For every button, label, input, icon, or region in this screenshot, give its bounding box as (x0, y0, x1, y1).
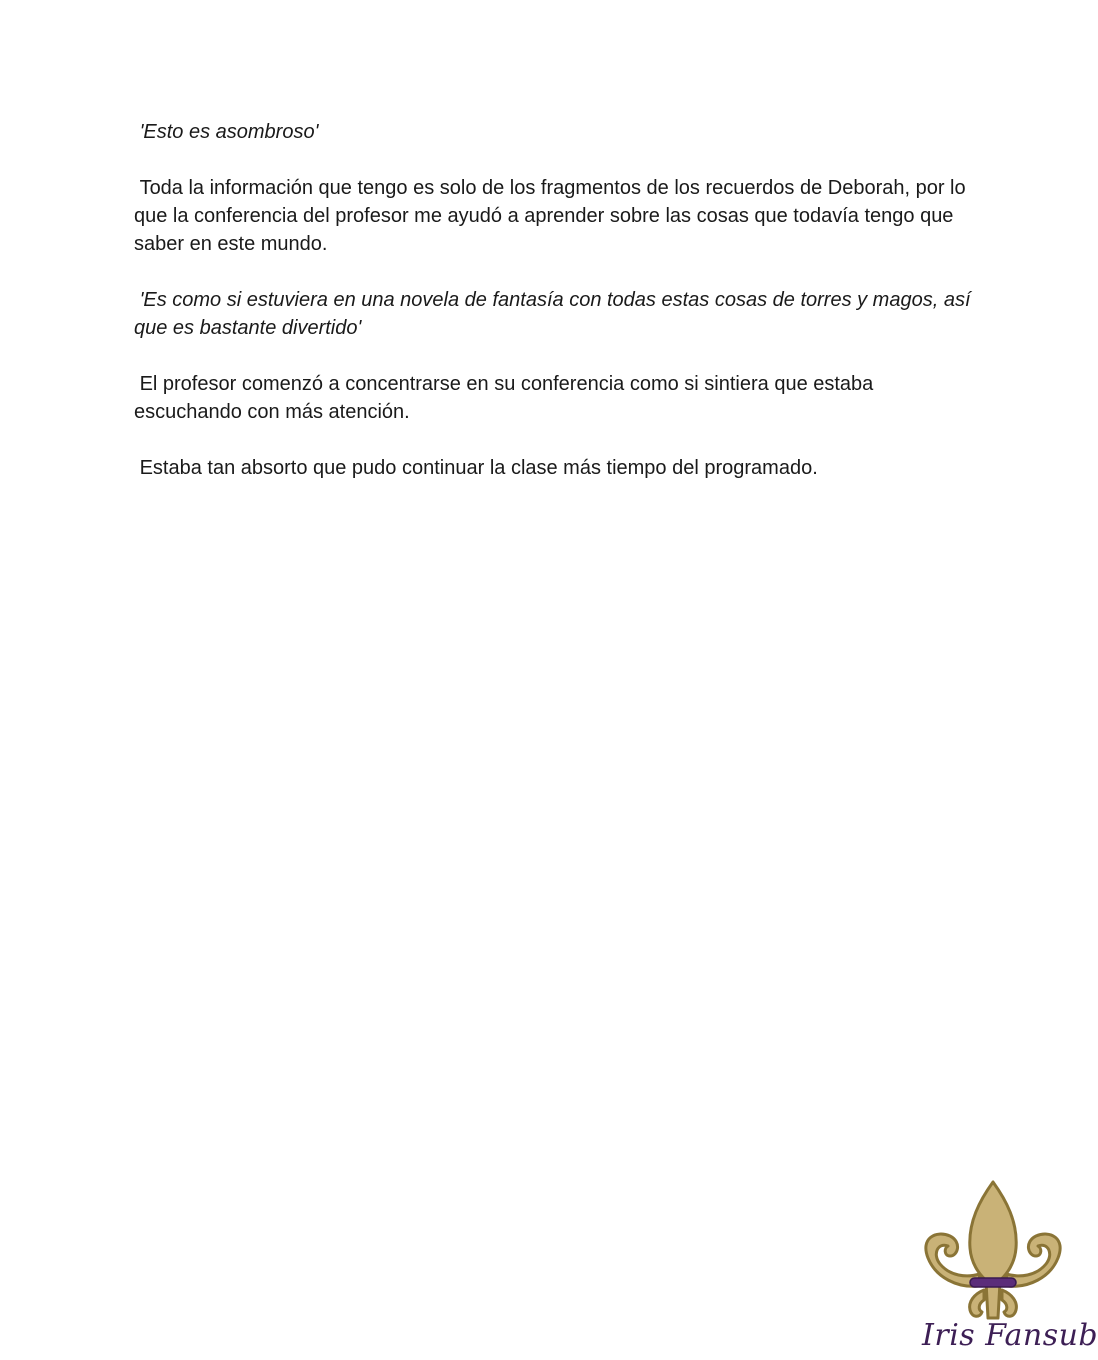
watermark-text: Iris Fansub (922, 1318, 1098, 1353)
paragraph: Estaba tan absorto que pudo continuar la clase más tiempo del programado. (134, 457, 818, 479)
fleur-de-lis-icon (918, 1178, 1068, 1323)
paragraph: El profesor comenzó a concentrarse en su conferencia como si sintiera que estaba escuchando con más atención. (134, 373, 879, 423)
paragraph-thought: 'Es como si estuviera en una novela de fantasía con todas estas cosas de torres y magos, así que es bastante divertido' (134, 289, 977, 339)
paragraph: Toda la información que tengo es solo de los fragmentos de los recuerdos de Deborah, por lo que la conferencia del profesor me ayudó a aprender sobre las cosas que todavía tengo que saber en este mundo. (134, 177, 972, 255)
paragraph-thought: 'Esto es asombroso' (134, 121, 319, 143)
document-body (134, 118, 977, 510)
watermark-logo (918, 1178, 1098, 1358)
